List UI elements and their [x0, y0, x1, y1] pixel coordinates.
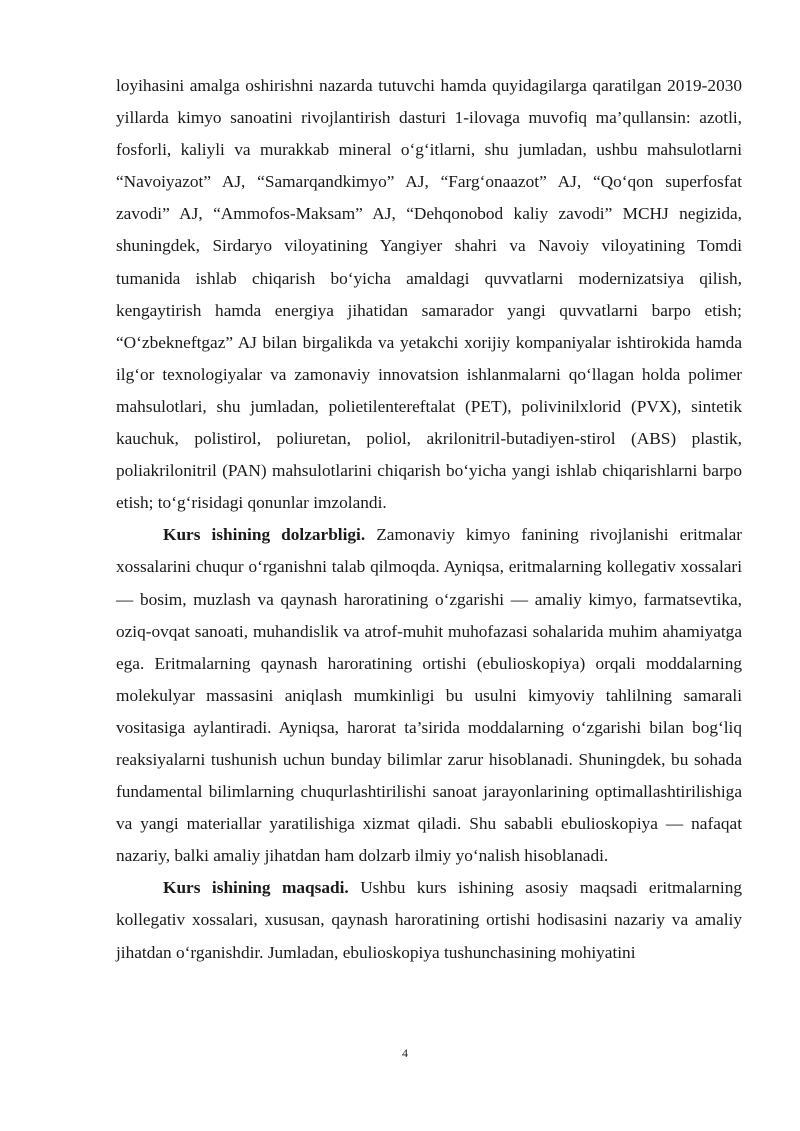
- goal-text: Ushbu kurs ishining asosiy maqsadi eritmalarning kollegativ xossalari, xususan, qaynash haroratining ortishi hodisasini nazariy va amaliy jihatdan o‘rganishdir. Jumladan, ebulioskopiya tushunchasining mohiyatini: [116, 878, 742, 962]
- paragraph-intro: [116, 70, 742, 519]
- relevance-heading: Kurs ishining dolzarbligi.: [163, 525, 366, 545]
- relevance-text: Zamonaviy kimyo fanining rivojlanishi eritmalar xossalarini chuqur o‘rganishni talab qilmoqda. Ayniqsa, eritmalarning kollegativ xossalari — bosim, muzlash va qaynash haroratining o‘zgarishi — amaliy kimyo, farmatsevtika, oziq-ovqat sanoati, muhandislik va atrof-muhit muhofazasi sohalarida muhim ahamiyatga ega. Eritmalarning qaynash haroratining ortishi (ebulioskopiya) orqali moddalarning molekulyar massasini aniqlash mumkinligi bu usulni kimyoviy tahlilning samarali vositasiga aylantiradi. Ayniqsa, harorat ta’sirida moddalarning o‘zgarishi bilan bog‘liq reaksiyalarni tushunish uchun bunday bilimlar zarur hisoblanadi. Shuningdek, bu sohada fundamental bilimlarning chuqurlashtirilishi sanoat jarayonlarining optimallashtirilishiga va yangi materiallar yaratilishiga xizmat qiladi. Shu sababli ebulioskopiya — nafaqat nazariy, balki amaliy jihatdan ham dolzarb ilmiy yo‘nalish hisoblanadi.: [116, 525, 742, 866]
- goal-heading: Kurs ishining maqsadi.: [163, 878, 349, 898]
- paragraph-goal: [116, 872, 742, 968]
- document-body: [116, 70, 742, 969]
- page-number: 4: [402, 1046, 408, 1060]
- paragraph-intro-text: loyihasini amalga oshirishni nazarda tutuvchi hamda quyidagilarga qaratilgan 2019-2030 yillarda kimyo sanoatini rivojlantirish dasturi 1-ilovaga muvofiq ma’qullansin: azotli, fosforli, kaliyli va murakkab mineral o‘g‘itlarni, shu jumladan, ushbu mahsulotlarni “Navoiyazot” AJ, “Samarqandkimyo” AJ, “Farg‘onaazot” AJ, “Qo‘qon superfosfat zavodi” AJ, “Ammofos-Maksam” AJ, “Dehqonobod kaliy zavodi” MCHJ negizida, shuningdek, Sirdaryo viloyatining Yangiyer shahri va Navoiy viloyatining Tomdi tumanida ishlab chiqarish bo‘yicha amaldagi quvvatlarni modernizatsiya qilish, kengaytirish hamda energiya jihatidan samarador yangi quvvatlarni barpo etish; “O‘zbekneftgaz” AJ bilan birgalikda va yetakchi xorijiy kompaniyalar ishtirokida hamda ilg‘or texnologiyalar va zamonaviy innovatsion ishlanmalarni qo‘llagan holda polimer mahsulotlari, shu jumladan, polietilentereftalat (PET), polivinilxlorid (PVX), sintetik kauchuk, polistirol, poliuretan, poliol, akrilonitril-butadiyen-stirol (ABS) plastik, poliakrilonitril (PAN) mahsulotlarini chiqarish bo‘yicha yangi ishlab chiqarishlarni barpo etish; to‘g‘risidagi qonunlar imzolandi.: [116, 76, 742, 513]
- paragraph-relevance: [116, 519, 742, 872]
